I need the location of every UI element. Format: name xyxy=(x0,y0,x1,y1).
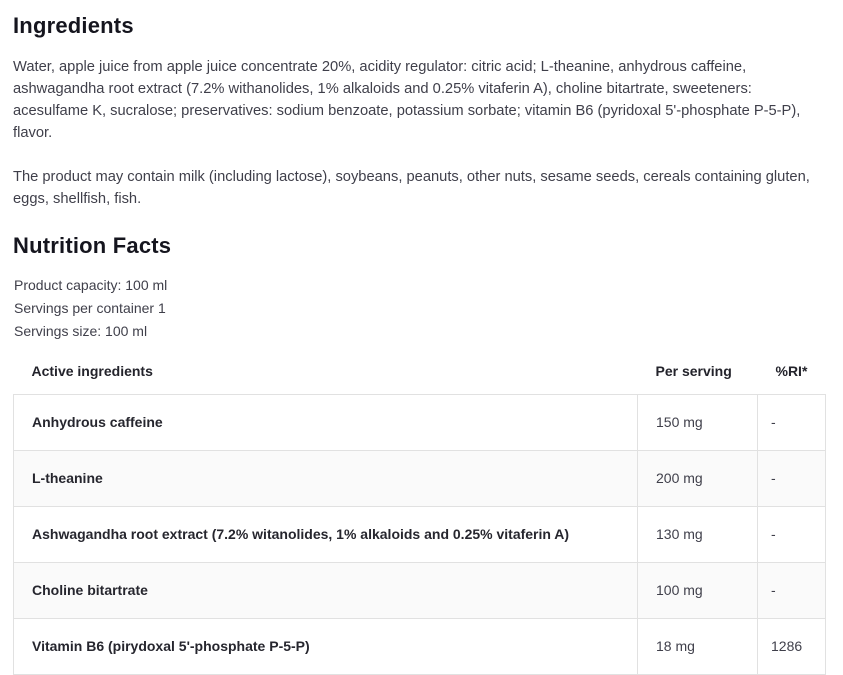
ingredient-amount: 100 mg xyxy=(638,562,758,618)
nutrition-facts-title: Nutrition Facts xyxy=(13,233,172,258)
ingredients-title: Ingredients xyxy=(13,13,134,38)
ingredients-composition-text: Water, apple juice from apple juice concentrate 20%, acidity regulator: citric acid; L-theanine, anhydrous caffeine, ashwagandha root extract (7.2% withanolides, 1% alkaloids and 0.25% vitaferin A), choline bitartrate, sweeteners: acesulfame K, sucralose; preservatives: sodium benzoate, potassium sorbate; vitamin B6 (pyridoxal 5'-phosphate P-5-P), flavor. xyxy=(13,59,801,141)
nutrition-table xyxy=(13,349,826,675)
servings-per-container-text: Servings per container 1 xyxy=(14,300,166,316)
col-header-active-ingredients: Active ingredients xyxy=(14,349,638,394)
ingredient-amount: 150 mg xyxy=(638,394,758,450)
ingredient-ri: - xyxy=(758,562,826,618)
ingredient-ri: 1286 xyxy=(758,618,826,674)
ingredient-name: Ashwagandha root extract (7.2% witanolides, 1% alkaloids and 0.25% vitaferin A) xyxy=(14,506,638,562)
table-row xyxy=(14,394,826,450)
ingredient-name: Vitamin B6 (pirydoxal 5'-phosphate P-5-P) xyxy=(14,618,638,674)
servings-size-text: Servings size: 100 ml xyxy=(14,323,148,339)
table-row xyxy=(14,450,826,506)
col-header-per-serving: Per serving xyxy=(638,349,758,394)
ingredient-amount: 130 mg xyxy=(638,506,758,562)
ingredient-ri: - xyxy=(758,506,826,562)
ingredient-amount: 200 mg xyxy=(638,450,758,506)
table-row xyxy=(14,562,826,618)
allergen-notice-text: The product may contain milk (including lactose), soybeans, peanuts, other nuts, sesame seeds, cereals containing gluten, eggs, shellfish, fish. xyxy=(13,169,810,207)
serving-info-block xyxy=(13,274,826,343)
ingredient-name: Choline bitartrate xyxy=(14,562,638,618)
ingredient-ri: - xyxy=(758,394,826,450)
table-header-row xyxy=(14,349,826,394)
product-capacity-text: Product capacity: 100 ml xyxy=(14,277,168,293)
ingredient-amount: 18 mg xyxy=(638,618,758,674)
col-header-ri: %RI* xyxy=(758,349,826,394)
ingredient-name: L-theanine xyxy=(14,450,638,506)
ingredient-ri: - xyxy=(758,450,826,506)
table-row xyxy=(14,506,826,562)
ingredient-name: Anhydrous caffeine xyxy=(14,394,638,450)
table-row xyxy=(14,618,826,674)
